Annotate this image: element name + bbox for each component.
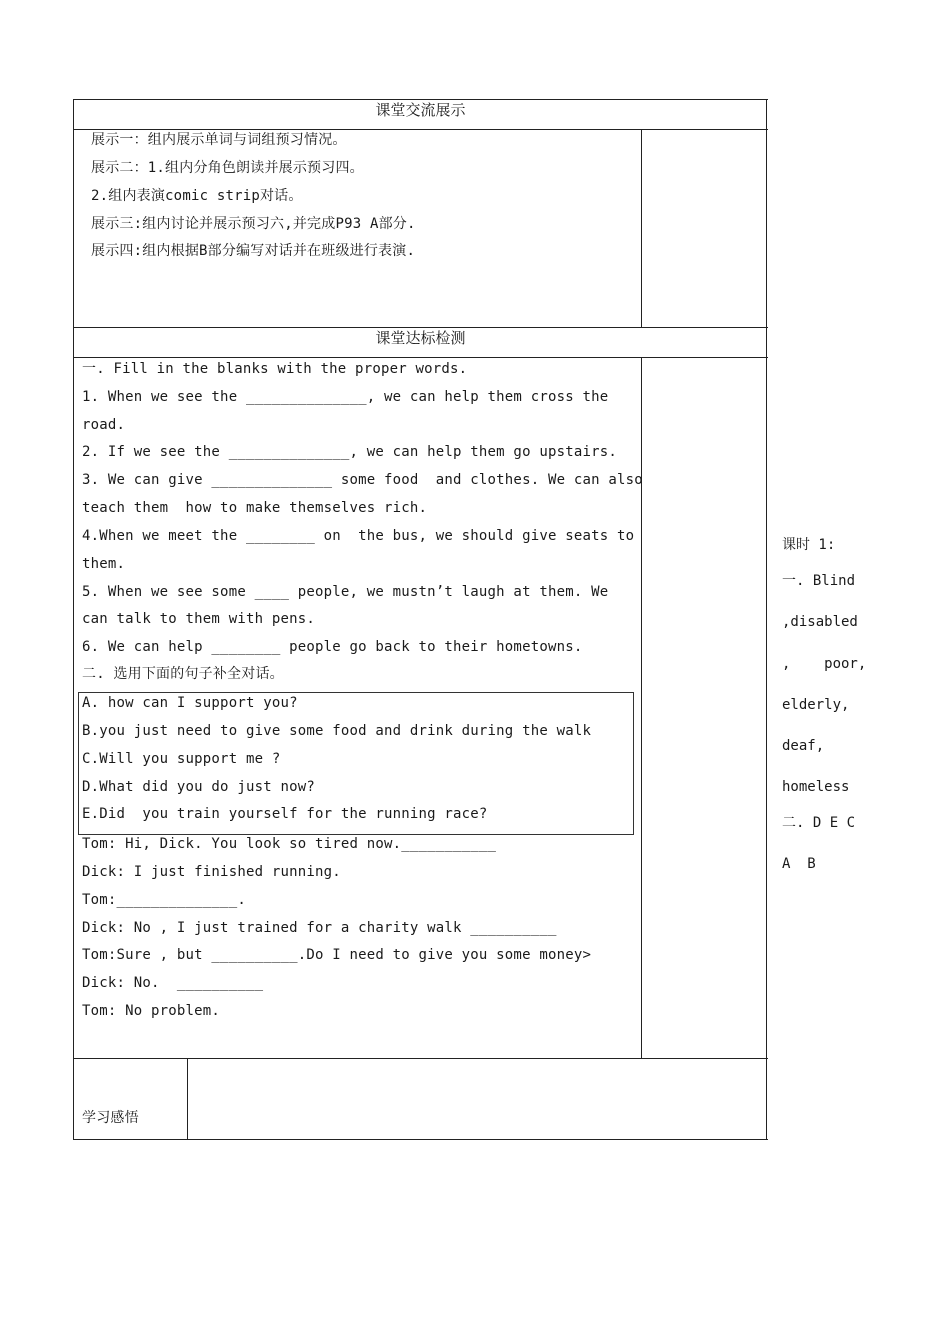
section1-line: 展示三:组内讨论并展示预习六,并完成P93 A部分.: [91, 216, 416, 232]
option-item: B.you just need to give some food and drink during the walk: [82, 723, 592, 739]
exercise-line: 一. Fill in the blanks with the proper words.: [82, 361, 468, 377]
dialogue-line: Dick: No. __________: [82, 975, 264, 991]
dialogue-line: Tom: Hi, Dick. You look so tired now.___________: [82, 836, 497, 852]
exercise-line: road.: [82, 417, 126, 433]
option-item: E.Did you train yourself for the running race?: [82, 806, 488, 822]
answer-line: 一. Blind: [782, 573, 856, 589]
exercise-line: 二. 选用下面的句子补全对话。: [82, 666, 284, 682]
option-item: C.Will you support me ?: [82, 751, 281, 767]
exercise-line: 5. When we see some ____ people, we mustn’t laugh at them. We: [82, 584, 609, 600]
section2-divider: [641, 357, 642, 1058]
table-top-border: [73, 99, 768, 100]
exercise-line: 4.When we meet the ________ on the bus, we should give seats to: [82, 528, 635, 544]
answer-line: homeless: [782, 779, 850, 795]
table-right-border: [766, 99, 767, 1140]
answer-line: elderly,: [782, 697, 850, 713]
dialogue-line: Tom:Sure , but __________.Do I need to give you some money>: [82, 947, 592, 963]
option-item: A. how can I support you?: [82, 695, 298, 711]
section3-divider: [187, 1058, 188, 1140]
answer-line: A B: [782, 856, 816, 872]
answer-line: 课时 1:: [782, 537, 836, 553]
answer-line: deaf,: [782, 738, 825, 754]
table-bottom-border: [73, 1139, 768, 1140]
exercise-line: 1. When we see the ______________, we can help them cross the: [82, 389, 609, 405]
exercise-line: can talk to them with pens.: [82, 611, 315, 627]
section1-bottom-border: [73, 327, 768, 328]
option-item: D.What did you do just now?: [82, 779, 315, 795]
table-left-border: [73, 99, 74, 1140]
section1-line: 2.组内表演comic strip对话。: [91, 188, 303, 204]
exercise-line: 3. We can give ______________ some food and clothes. We can also: [82, 472, 643, 488]
section1-line: 展示四:组内根据B部分编写对话并在班级进行表演.: [91, 243, 416, 259]
exercise-line: 6. We can help ________ people go back to their hometowns.: [82, 639, 583, 655]
dialogue-line: Tom: No problem.: [82, 1003, 221, 1019]
answer-line: 二. D E C: [782, 815, 856, 831]
section1-title: 课堂交流展示: [375, 101, 466, 119]
section1-line: 展示二：1.组内分角色朗读并展示预习四。: [91, 160, 364, 176]
section2-bottom-border: [73, 1058, 768, 1059]
header1-bottom-border: [73, 129, 768, 130]
dialogue-line: Tom:______________.: [82, 892, 246, 908]
answer-line: , poor,: [782, 656, 867, 672]
exercise-line: them.: [82, 556, 126, 572]
answer-line: ,disabled: [782, 614, 858, 630]
dialogue-line: Dick: No , I just trained for a charity walk __________: [82, 920, 557, 936]
section2-title: 课堂达标检测: [375, 329, 466, 347]
section1-divider: [641, 129, 642, 327]
header2-bottom-border: [73, 357, 768, 358]
reflection-label: 学习感悟: [82, 1110, 139, 1126]
section1-line: 展示一：组内展示单词与词组预习情况。: [91, 132, 347, 148]
exercise-line: 2. If we see the ______________, we can help them go upstairs.: [82, 444, 617, 460]
exercise-line: teach them how to make themselves rich.: [82, 500, 428, 516]
dialogue-line: Dick: I just finished running.: [82, 864, 341, 880]
